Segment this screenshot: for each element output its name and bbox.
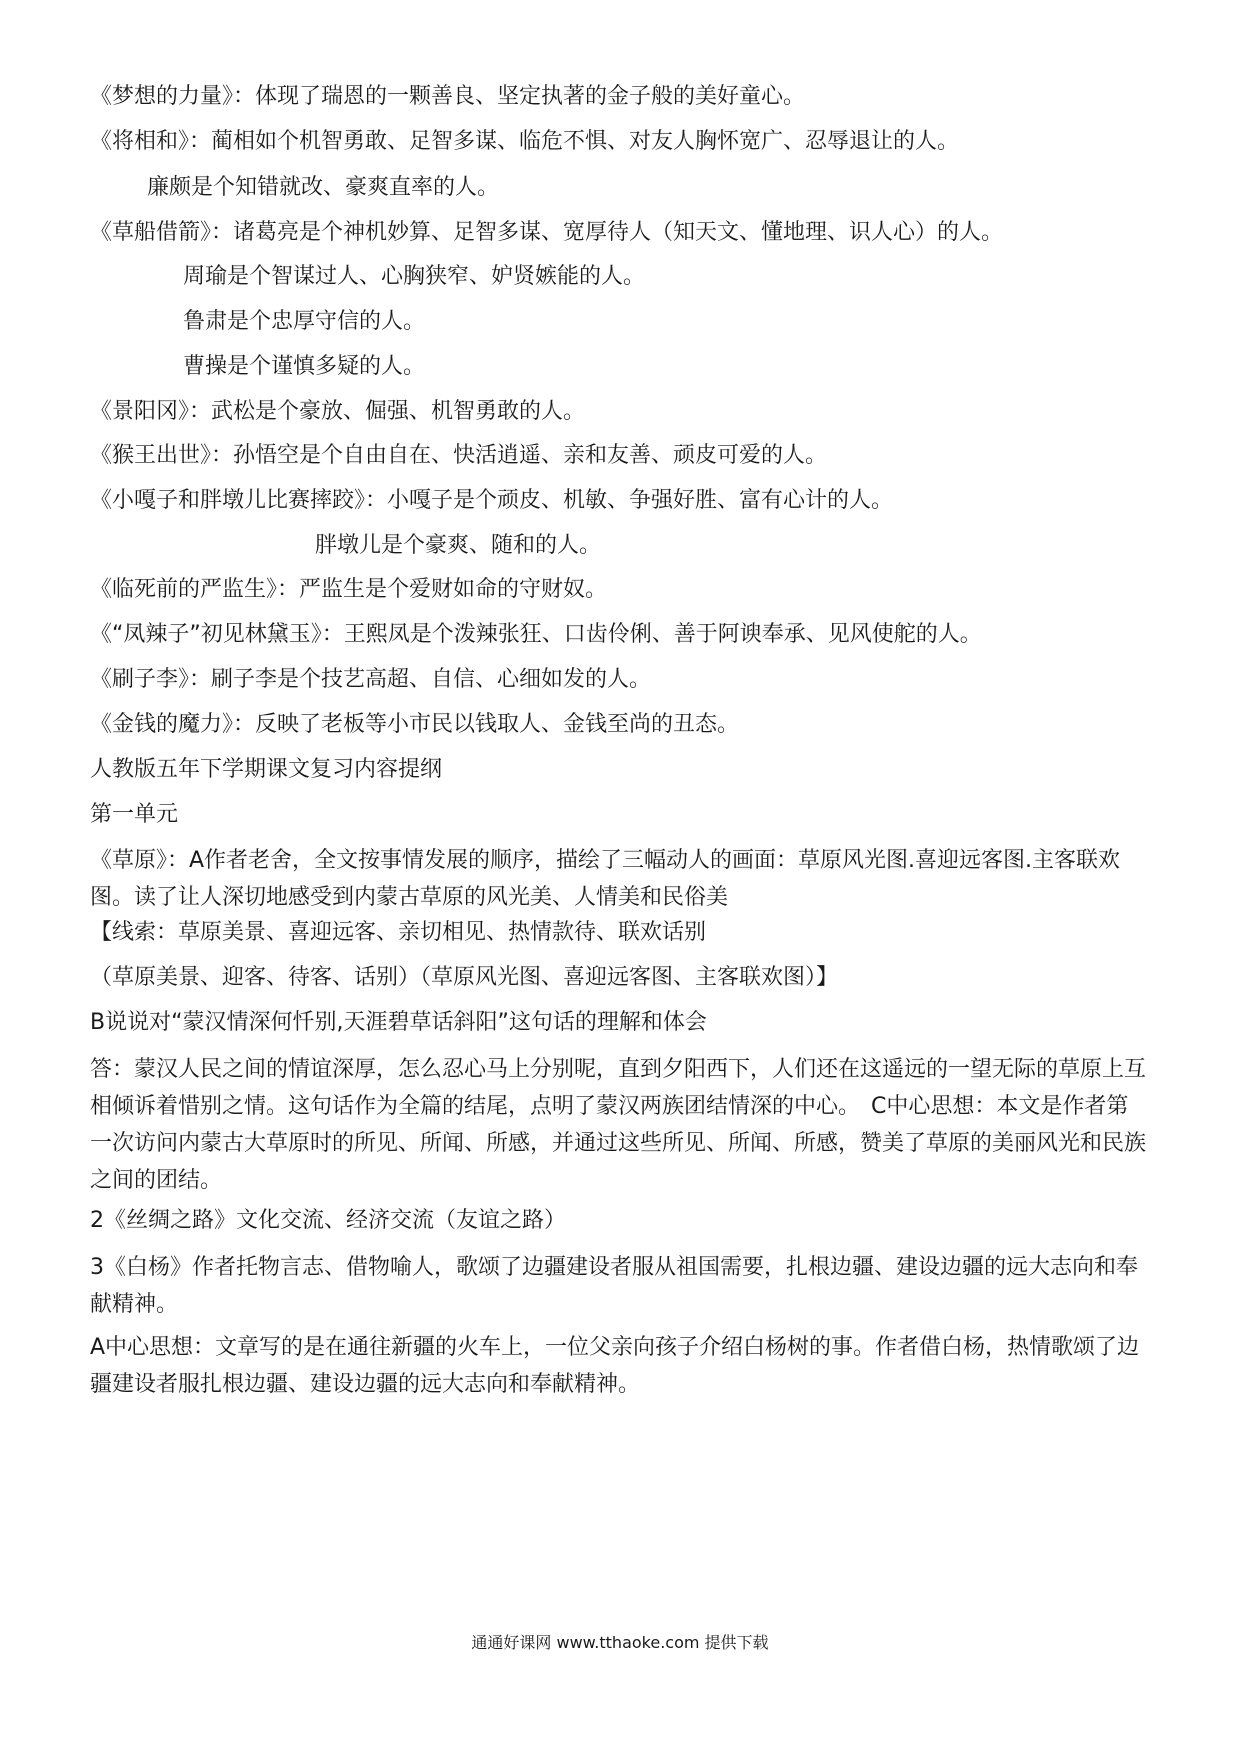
footer-text: 通通好课网 www.tthaoke.com 提供下载	[471, 1633, 769, 1652]
unit-heading: 第一单元	[90, 802, 179, 827]
text-line: 【线索：草原美景、喜迎远客、亲切相见、热情款待、联欢话别	[90, 920, 707, 945]
text-line: 曹操是个谨慎多疑的人。	[183, 354, 426, 379]
section-heading: 人教版五年下学期课文复习内容提纲	[90, 757, 443, 782]
text-line: 《临死前的严监生》：严监生是个爱财如命的守财奴。	[90, 577, 608, 602]
text-line: 《梦想的力量》：体现了瑞恩的一颗善良、坚定执著的金子般的美好童心。	[90, 84, 806, 109]
text-line: 鲁肃是个忠厚守信的人。	[183, 309, 426, 334]
text-line: B说说对“蒙汉情深何忏别,天涯碧草话斜阳”这句话的理解和体会	[90, 1010, 707, 1035]
text-line: （草原美景、迎客、待客、话别）（草原风光图、喜迎远客图、主客联欢图）】	[90, 965, 839, 990]
text-paragraph: A中心思想：文章写的是在通往新疆的火车上，一位父亲向孩子介绍白杨树的事。作者借白杨，热情歌颂了边疆建设者服扎根边疆、建设边疆的远大志向和奉献精神。	[90, 1335, 1140, 1397]
text-line: 《草船借箭》：诸葛亮是个神机妙算、足智多谋、宽厚待人（知天文、懂地理、识人心）的人。	[90, 220, 1004, 245]
text-line: 2《丝绸之路》文化交流、经济交流（友谊之路）	[90, 1208, 566, 1233]
text-paragraph: 答：蒙汉人民之间的情谊深厚，怎么忍心马上分别呢，直到夕阳西下，人们还在这遥远的一望无际的草原上互相倾诉着惜别之情。这句话作为全篇的结尾，点明了蒙汉两族团结情深的中心。 C中心思想：本文是作者第一次访问内蒙古大草原时的所见、所闻、所感，并通过这些所见、所闻、所感，赞美了草原的美丽风光和民族之间的团结。	[90, 1057, 1147, 1193]
text-line: 《将相和》：蔺相如个机智勇敢、足智多谋、临危不惧、对友人胸怀宽广、忍辱退让的人。	[90, 129, 960, 154]
text-line: 《小嘎子和胖墩儿比赛摔跤》：小嘎子是个顽皮、机敏、争强好胜、富有心计的人。	[90, 488, 894, 513]
text-line: 胖墩儿是个豪爽、随和的人。	[315, 533, 602, 558]
text-line: 《“凤辣子”初见林黛玉》：王熙凤是个泼辣张狂、口齿伶俐、善于阿谀奉承、见风使舵的人。	[90, 622, 982, 647]
text-paragraph: 《草原》：A作者老舍，全文按事情发展的顺序，描绘了三幅动人的画面：草原风光图.喜迎远客图.主客联欢图。读了让人深切地感受到内蒙古草原的风光美、人情美和民俗美	[90, 848, 1121, 910]
text-line: 周瑜是个智谋过人、心胸狭窄、妒贤嫉能的人。	[183, 264, 646, 289]
text-line: 《景阳冈》：武松是个豪放、倔强、机智勇敢的人。	[90, 399, 586, 424]
text-line: 《金钱的魔力》：反映了老板等小市民以钱取人、金钱至尚的丑态。	[90, 712, 740, 737]
text-line: 廉颇是个知错就改、豪爽直率的人。	[147, 175, 500, 200]
text-paragraph: 3《白杨》作者托物言志、借物喻人，歌颂了边疆建设者服从祖国需要，扎根边疆、建设边疆的远大志向和奉献精神。	[90, 1255, 1139, 1317]
text-line: 《刷子李》：刷子李是个技艺高超、自信、心细如发的人。	[90, 667, 652, 692]
text-line: 《猴王出世》：孙悟空是个自由自在、快活逍遥、亲和友善、顽皮可爱的人。	[90, 443, 828, 468]
